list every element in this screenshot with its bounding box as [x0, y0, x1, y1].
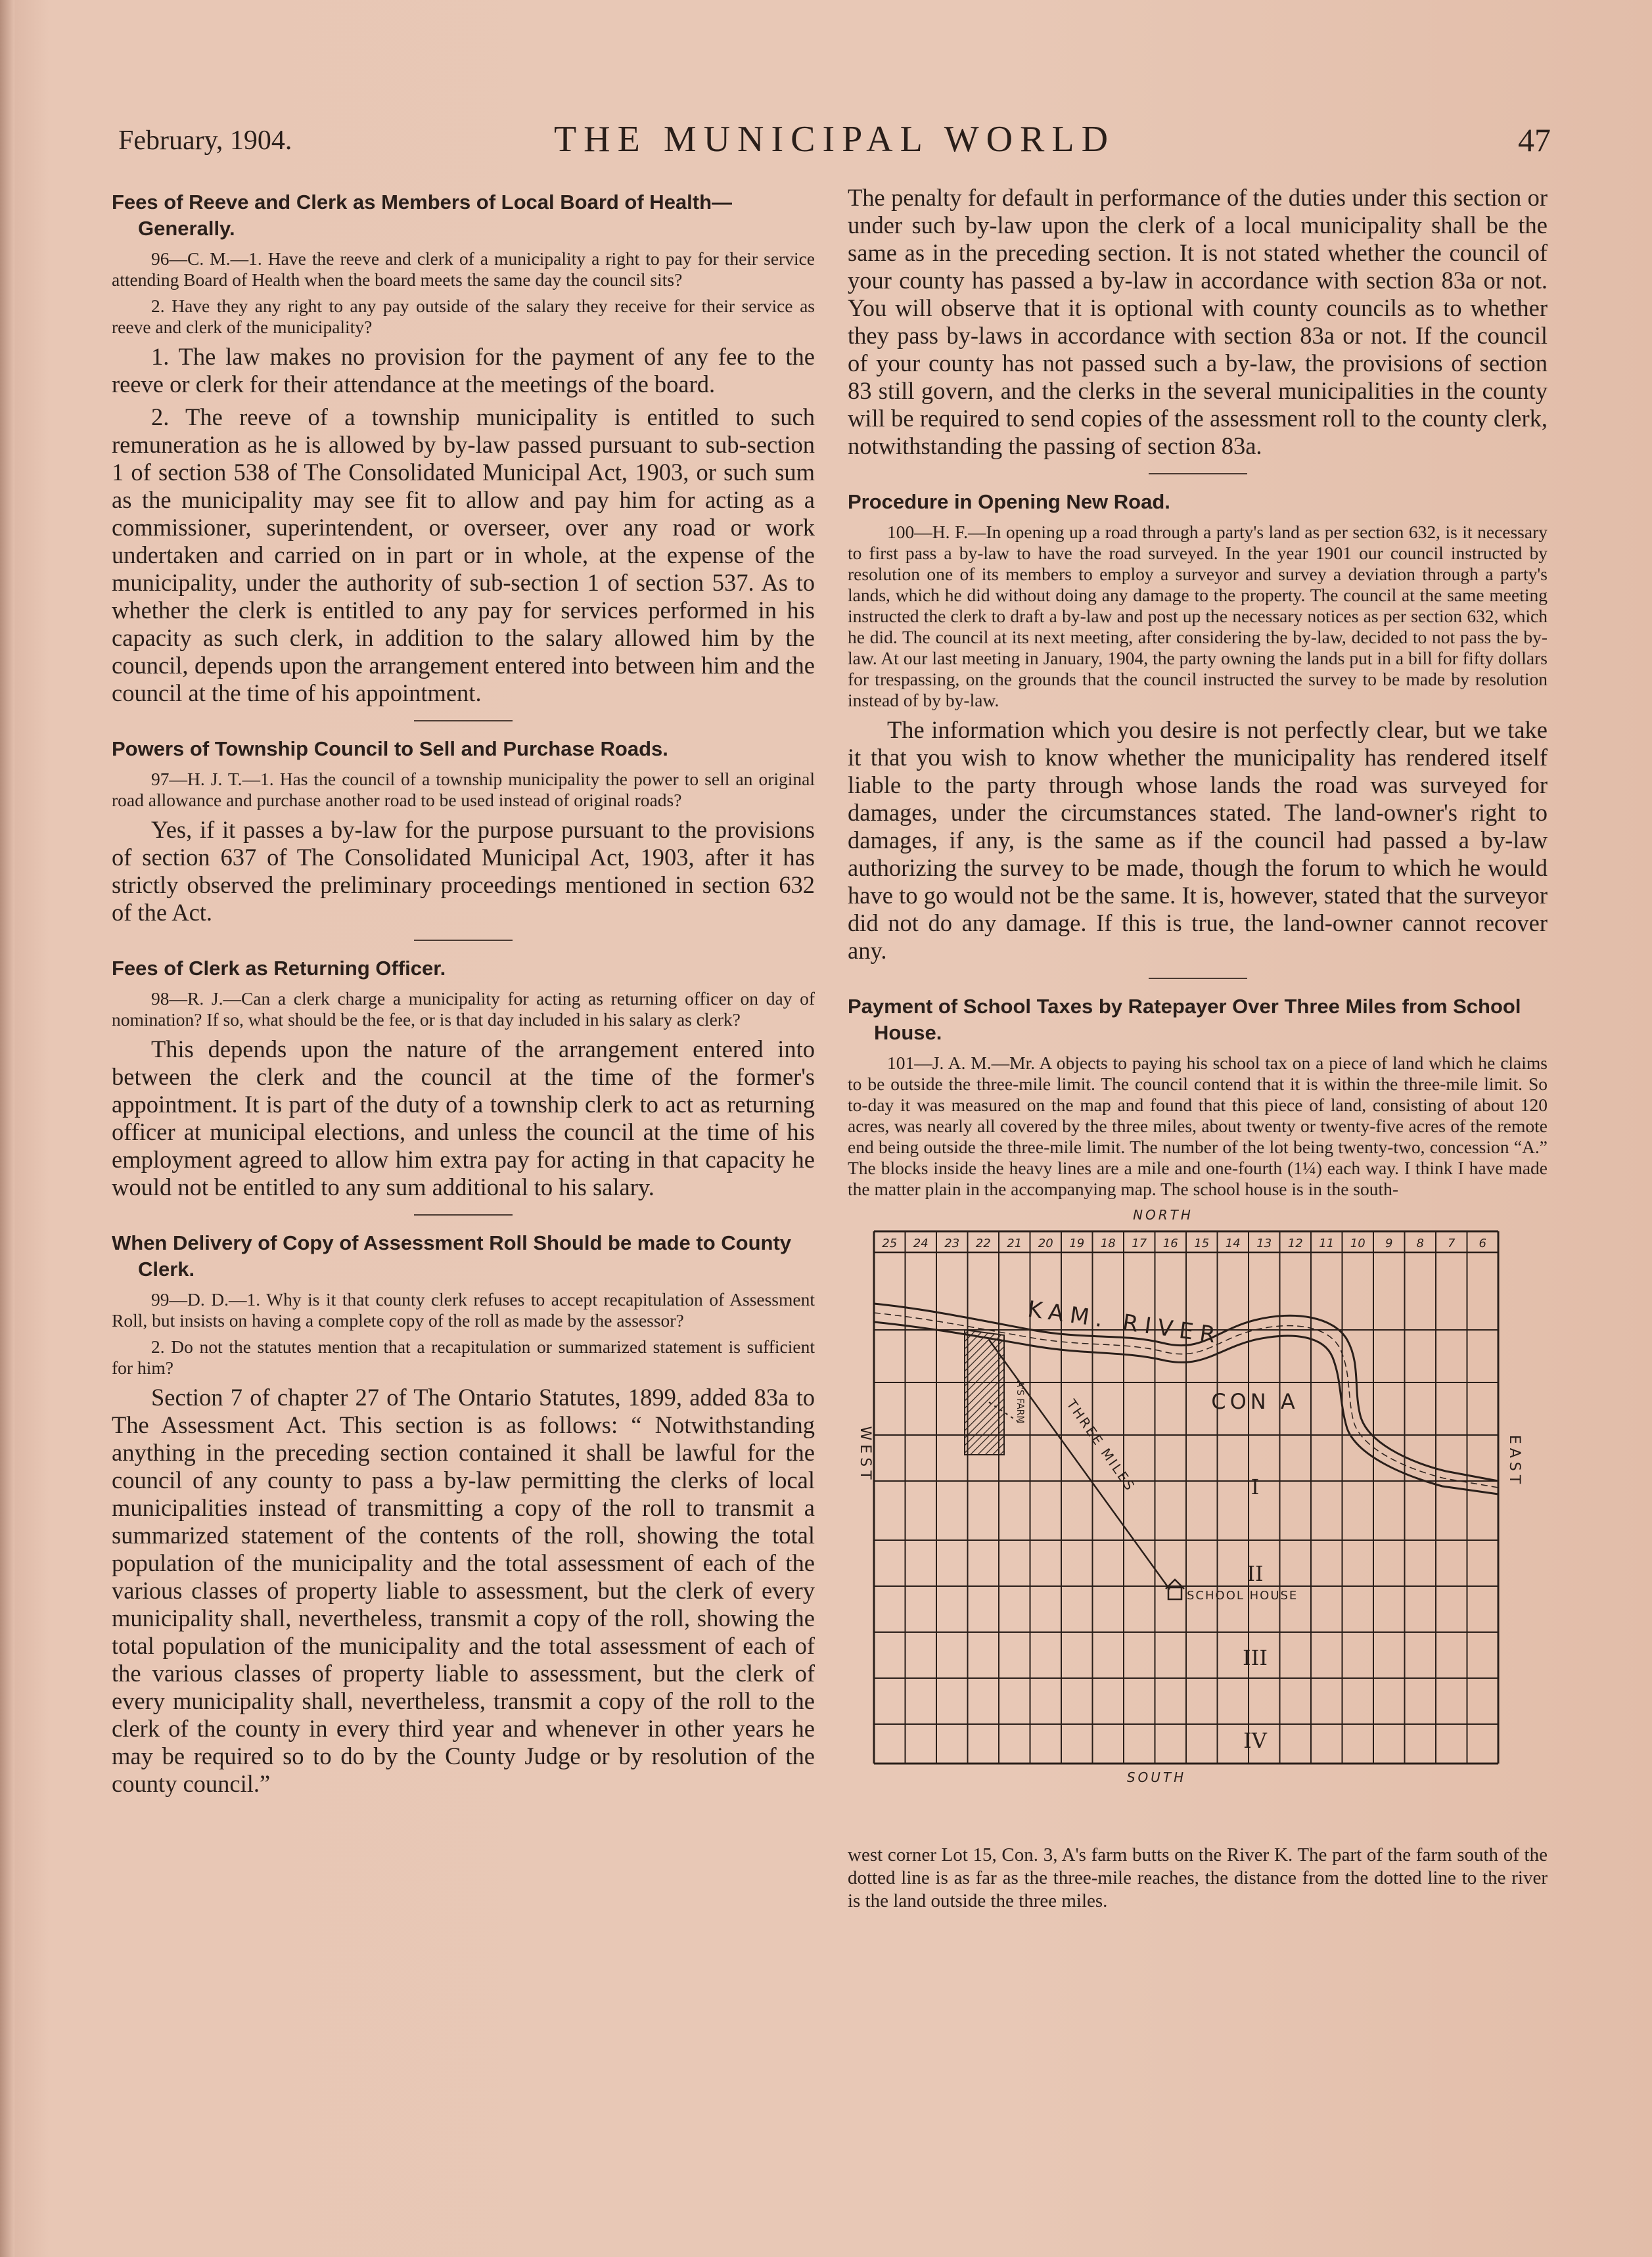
- map-lot-number: 7: [1448, 1237, 1456, 1250]
- page-fold-shadow: [0, 0, 14, 2257]
- divider: [1149, 978, 1247, 979]
- map-lot-number: 10: [1350, 1237, 1365, 1250]
- left-column: [112, 184, 815, 1803]
- section-97-heading: Powers of Township Council to Sell and Purchase Roads.: [112, 737, 668, 760]
- school-house-icon: [1166, 1580, 1184, 1599]
- section-97-answer: Yes, if it passes a by-law for the purpose pursuant to the provisions of section 637 of The Consolidated Municipal Act, 1903, after it has strictly observed the preliminary proceedings mentioned in section 632 of the Act.: [112, 816, 815, 926]
- map-grid: [874, 1231, 1498, 1764]
- section-100-heading: Procedure in Opening New Road.: [848, 490, 1170, 513]
- map-south-label: SOUTH: [1126, 1769, 1187, 1785]
- section-101-heading: Payment of School Taxes by Ratepayer Over Three Miles from School House.: [848, 995, 1521, 1044]
- map-lot-number: 22: [975, 1237, 991, 1250]
- map-lot-number: 18: [1100, 1237, 1116, 1250]
- map-lot-number: 25: [882, 1237, 898, 1250]
- header-date: February, 1904.: [118, 125, 292, 156]
- section-99-question-1: 99—D. D.—1. Why is it that county clerk refuses to accept recapitulation of Assessment Roll, but insists on having a complete copy of the roll as made by the assessor?: [112, 1289, 815, 1331]
- section-101-caption: west corner Lot 15, Con. 3, A's farm butts on the River K. The part of the farm south of the dotted line is as far as the three-mile reaches, the distance from the dotted line to the river is the land outside the three miles.: [848, 1844, 1548, 1911]
- map-labels: [857, 1207, 1523, 1785]
- section-96-question-2: 2. Have they any right to any pay outside of the salary they receive for their service as reeve and clerk of the municipality?: [112, 296, 815, 337]
- township-map: [848, 1205, 1548, 1836]
- township-map-svg: [848, 1205, 1548, 1836]
- map-lot-number: 8: [1416, 1237, 1424, 1250]
- page-header: [118, 118, 1551, 171]
- section-96-question-1: 96—C. M.—1. Have the reeve and clerk of a municipality a right to pay for their service attending Board of Health when the board meets the same day the council sits?: [112, 248, 815, 290]
- map-concession-IV: IV: [1243, 1728, 1267, 1753]
- map-north-label: NORTH: [1133, 1207, 1193, 1223]
- map-school-label: SCHOOL HOUSE: [1187, 1589, 1298, 1603]
- three-mile-line: [989, 1340, 1170, 1589]
- map-lot-number: 19: [1069, 1237, 1085, 1250]
- section-98-answer: This depends upon the nature of the arrangement entered into between the clerk and the council at the time of the former's appointment. It is part of the duty of a township clerk to act as returning officer at municipal elections, and unless the council at the time of his employment agreed to allow him extra pay for acting in that capacity he would not be entitled to any sum additional to his salary.: [112, 1036, 815, 1200]
- map-lot-number: 6: [1479, 1237, 1486, 1250]
- map-farm-label: A'S FARM: [1015, 1380, 1025, 1424]
- section-97-question: 97—H. J. T.—1. Has the council of a township municipality the power to sell an original road allowance and purchase another road to be used instead of original roads?: [112, 769, 815, 810]
- section-99-answer: Section 7 of chapter 27 of The Ontario Statutes, 1899, added 83a to The Assessment Act. This section is as follows: “ Notwithstanding anything in the preceding section contained it shall be lawful for the council of any county to pass a by-law permitting the clerks of local municipalities instead of transmitting a copy of the roll to transmit a summarized statement of the contents of the roll, showing the total population of the municipality and the total assessment of each of the various classes of property liable to assessment, but the clerk of every municipality shall, nevertheless, transmit a copy of the roll, showing the total population of the municipality and the total assessment of each of the various classes of property liable to assessment, but the clerk of every municipality shall, nevertheless, transmit a copy of the roll to the clerk of the county in every third year and whenever in other years he may be required so to do by the County Judge or by resolution of the county council.”: [112, 1384, 815, 1797]
- map-lot-number: 20: [1038, 1237, 1053, 1250]
- map-lot-number: 13: [1256, 1237, 1272, 1250]
- divider: [414, 1214, 513, 1216]
- section-96-answer-1: 1. The law makes no provision for the payment of any fee to the reeve or clerk for their attendance at the meetings of the board.: [112, 343, 815, 398]
- map-lot-number: 17: [1132, 1237, 1147, 1250]
- map-west-label: WEST: [857, 1426, 873, 1484]
- divider: [1149, 473, 1247, 474]
- section-98-question: 98—R. J.—Can a clerk charge a municipality for acting as returning officer on day of nomination? If so, what should be the fee, or is that day included in his salary as clerk?: [112, 988, 815, 1030]
- section-100-answer: The information which you desire is not perfectly clear, but we take it that you wish to know whether the municipality has rendered itself liable to the party through whose lands the road was surveyed for damages, under the circumstances stated. The land-owner's right to damages, if any, is the same as if the council had passed a by-law authorizing the survey to be made, though the forum to which he would have to go would not be the same. It is, however, stated that the surveyor did not do any damage. If this is true, the land-owner cannot recover any.: [848, 716, 1548, 964]
- map-lot-number: 23: [944, 1237, 960, 1250]
- map-east-label: EAST: [1506, 1434, 1523, 1488]
- section-98-heading: Fees of Clerk as Returning Officer.: [112, 957, 446, 980]
- map-three-miles-label: THREE MILES: [1063, 1396, 1139, 1495]
- map-concession-III: III: [1243, 1645, 1268, 1670]
- map-lot-number: 24: [913, 1237, 929, 1250]
- map-river-label: KAM. RIVER: [1026, 1296, 1224, 1350]
- section-99-heading: When Delivery of Copy of Assessment Roll Should be made to County Clerk.: [112, 1231, 792, 1281]
- divider: [414, 720, 513, 721]
- map-concession-I: I: [1250, 1474, 1260, 1499]
- right-column: [848, 184, 1548, 1932]
- section-96-heading: Fees of Reeve and Clerk as Members of Local Board of Health—Generally.: [112, 191, 733, 240]
- map-lot-number: 12: [1287, 1237, 1303, 1250]
- map-lot-number: 16: [1162, 1237, 1178, 1250]
- section-99-answer-continued: The penalty for default in performance of the duties under this section or under such by-law upon the clerk of a local municipality shall be the same as in the preceding section. It is not stated whether the council of your county has passed a by-law in accordance with section 83a or not. You will observe that it is optional with county councils as to whether they pass by-laws in accordance with section 83a or not. If the council of your county has not passed such a by-law, the provisions of section 83 still govern, and the clerks in the several municipalities in the county will be required to send copies of the assessment roll to the county clerk, notwithstanding the passing of section 83a.: [848, 184, 1548, 459]
- farm-hatched-area: [965, 1330, 1004, 1455]
- header-title: THE MUNICIPAL WORLD: [553, 119, 1116, 160]
- map-lot-number: 21: [1007, 1237, 1022, 1250]
- map-lot-numbers: [882, 1237, 1486, 1250]
- divider: [414, 940, 513, 941]
- map-concession-label: CON A: [1211, 1389, 1299, 1414]
- section-99-question-2: 2. Do not the statutes mention that a recapitulation or summarized statement is sufficient for him?: [112, 1336, 815, 1378]
- map-lot-number: 14: [1225, 1237, 1241, 1250]
- section-101-question: 101—J. A. M.—Mr. A objects to paying his school tax on a piece of land which he claims to be outside the three-mile limit. The council contend that it is within the three-mile limit. So to-day it was measured on the map and found that this piece of land, consisting of about 120 acres, was nearly all covered by the three miles, about twenty or twenty-five acres of the remote end being outside the three-mile limit. The number of the lot being twenty-two, concession “A.” The blocks inside the heavy lines are a mile and one-fourth (1¼) each way. I think I have made the matter plain in the accompanying map. The school house is in the south-: [848, 1053, 1548, 1199]
- section-100-question: 100—H. F.—In opening up a road through a party's land as per section 632, is it necessary to first pass a by-law to have the road surveyed. In the year 1901 our council instructed by resolution one of its members to employ a surveyor and survey a deviation through a party's lands, which he did without doing any damage to the property. The council at the same meeting instructed the clerk to draft a by-law and post up the necessary notices as per section 632, which he did. The council at its next meeting, after considering the by-law, decided to not pass the by-law. At our last meeting in January, 1904, the party owning the lands put in a bill for fifty dollars for trespassing, on the grounds that the council instructed the survey to be made by resolution instead of by by-law.: [848, 522, 1548, 710]
- map-lot-number: 9: [1385, 1237, 1393, 1250]
- map-lot-number: 11: [1319, 1237, 1335, 1250]
- section-96-answer-2: 2. The reeve of a township municipality is entitled to such remuneration as he is allowed by by-law passed pursuant to sub-section 1 of section 538 of The Consolidated Municipal Act, 1903, or such sum as the municipality may see fit to allow and pay him for acting as a commissioner, superintendent, or overseer, over any road or work undertaken and carried on in part or in whole, at the expense of the municipality, under the authority of sub-section 1 of section 537. As to whether the clerk is entitled to any pay for services performed in his capacity as such clerk, in addition to the salary allowed him by the council, depends upon the arrangement entered into between him and the council at the time of his appointment.: [112, 403, 815, 706]
- map-concession-II: II: [1247, 1561, 1264, 1586]
- header-page-number: 47: [1518, 122, 1551, 158]
- map-lot-number: 15: [1194, 1237, 1210, 1250]
